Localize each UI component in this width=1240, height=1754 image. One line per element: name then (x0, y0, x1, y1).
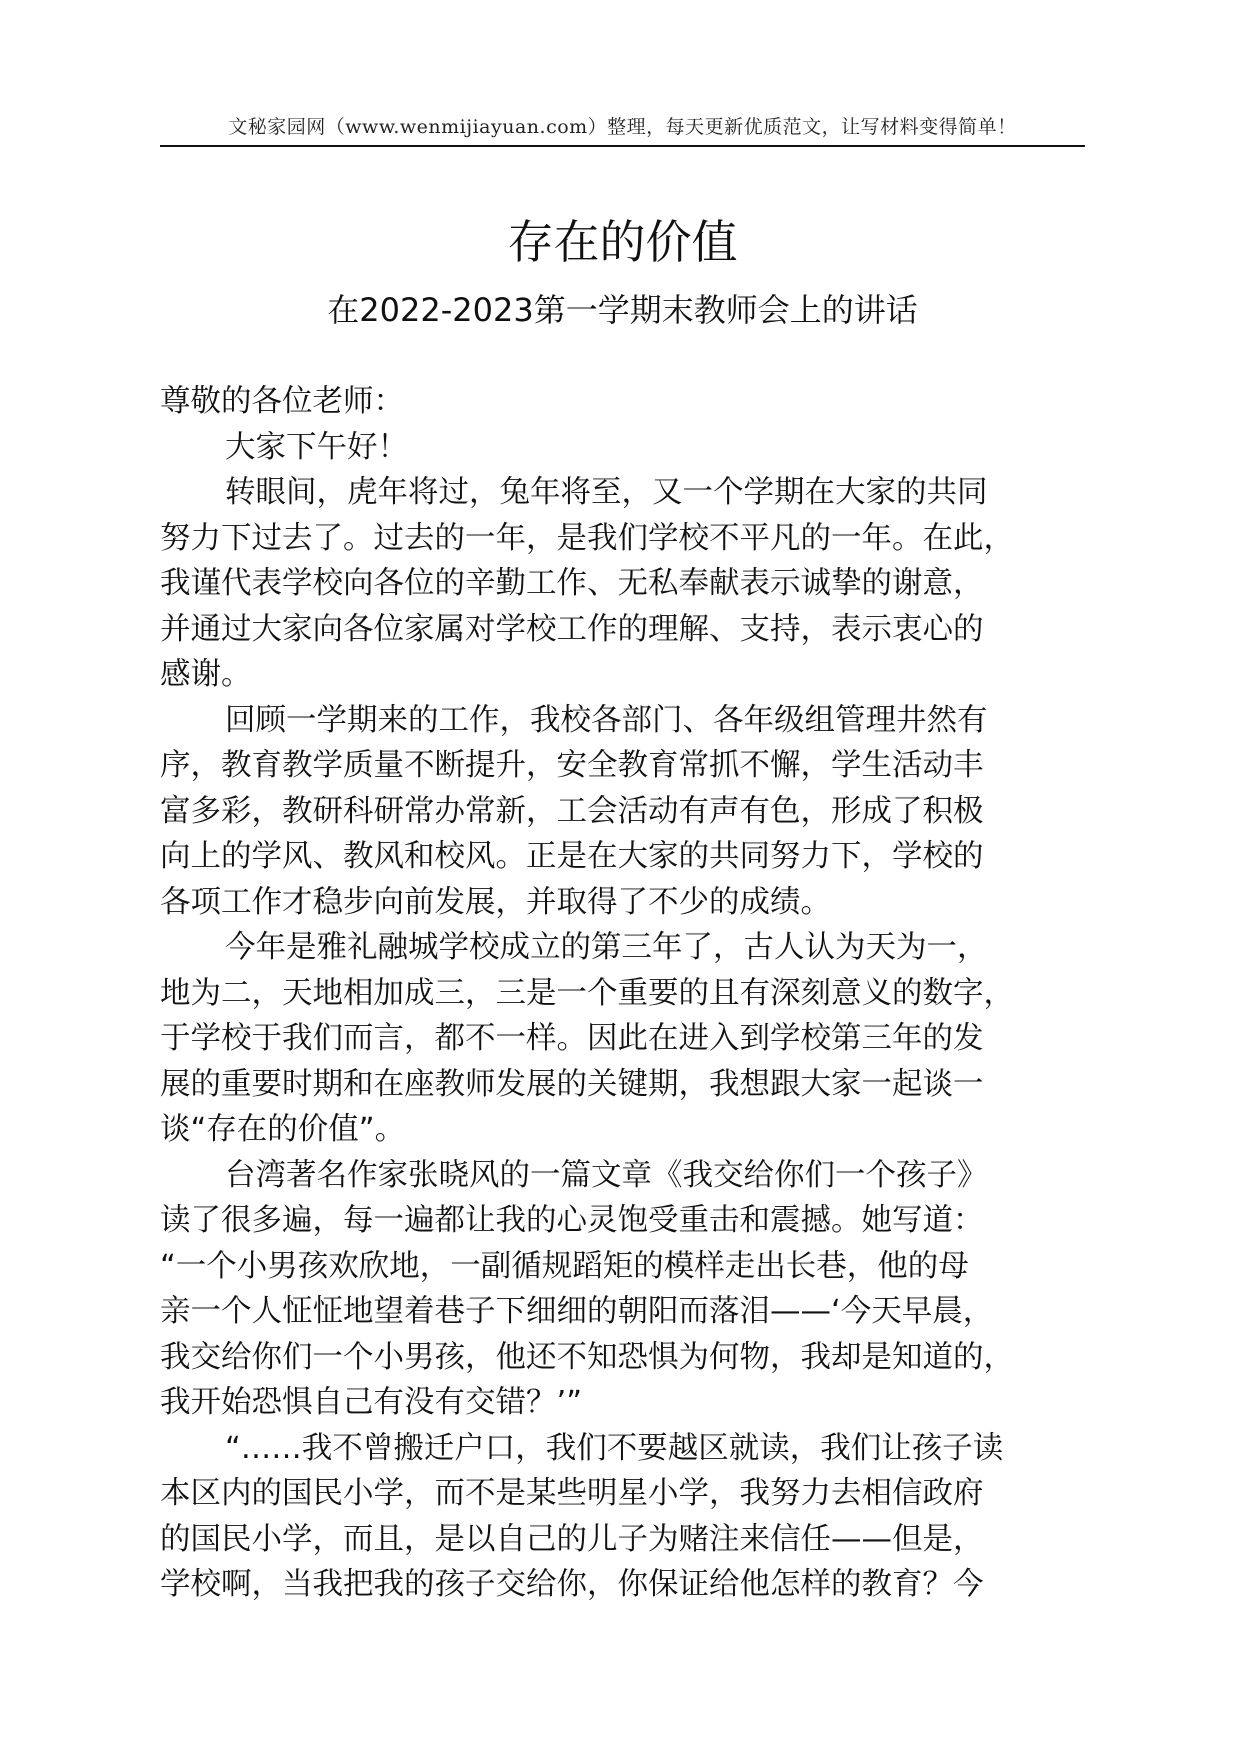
text-line: 本区内的国民小学，而不是某些明星小学，我努力去相信政府 (160, 1476, 984, 1511)
text-line: 各项工作才稳步向前发展，并取得了不少的成绩。 (160, 884, 831, 920)
text-line: 地为二，天地相加成三，三是一个重要的且有深刻意义的数字， (160, 975, 1014, 1011)
text-line: 读了很多遍，每一遍都让我的心灵饱受重击和震撼。她写道： (160, 1203, 984, 1238)
text-line: 谈“存在的价值”。 (160, 1112, 406, 1147)
text-line: 努力下过去了。过去的一年，是我们学校不平凡的一年。在此， (160, 520, 1014, 556)
text-line: 我开始恐惧自己有没有交错？’” (160, 1385, 582, 1420)
text-line: 的国民小学，而且，是以自己的儿子为赌注来信任——但是， (160, 1521, 984, 1557)
text-line: 于学校于我们而言，都不一样。因此在进入到学校第三年的发 (160, 1021, 984, 1056)
page-header: 文秘家园网（www.wenmijiayuan.com）整理，每天更新优质范文，让写材料变得简单！ (228, 116, 1017, 138)
text-line: 序，教育教学质量不断提升，安全教育常抓不懈，学生活动丰 (160, 748, 984, 783)
text-line: 富多彩，教研科研常办常新，工会活动有声有色，形成了积极 (160, 793, 984, 829)
document-subtitle: 在2022-2023第一学期末教师会上的讲话 (327, 291, 918, 329)
text-line: 我交给你们一个小男孩，他还不知恐惧为何物，我却是知道的， (160, 1339, 1014, 1375)
text-line: 大家下午好！ (225, 429, 408, 465)
text-line: 尊敬的各位老师： (160, 384, 404, 419)
text-line: 转眼间，虎年将过，兔年将至，又一个学期在大家的共同 (225, 475, 988, 510)
text-line: 今年是雅礼融城学校成立的第三年了，古人认为天为一， (225, 930, 988, 965)
text-line: 并通过大家向各位家属对学校工作的理解、支持，表示衷心的 (160, 611, 984, 647)
document-body (160, 379, 1085, 1608)
text-line: 向上的学风、教风和校风。正是在大家的共同努力下，学校的 (160, 839, 984, 874)
document-title: 存在的价值 (507, 215, 738, 269)
header-divider (160, 145, 1085, 147)
text-line: “一个小男孩欢欣地，一副循规蹈矩的模样走出长巷，他的母 (160, 1248, 969, 1284)
text-line: 亲一个人怔怔地望着巷子下细细的朝阳而落泪——‘今天早晨， (160, 1294, 994, 1329)
text-line: “……我不曾搬迁户口，我们不要越区就读，我们让孩子读 (225, 1430, 1004, 1466)
text-line: 学校啊，当我把我的孩子交给你，你保证给他怎样的教育？今 (160, 1567, 984, 1602)
text-line: 感谢。 (160, 657, 252, 692)
text-line: 回顾一学期来的工作，我校各部门、各年级组管理井然有 (225, 702, 988, 738)
text-line: 台湾著名作家张晓风的一篇文章《我交给你们一个孩子》 (225, 1157, 988, 1193)
text-line: 展的重要时期和在座教师发展的关键期，我想跟大家一起谈一 (160, 1066, 984, 1102)
text-line: 我谨代表学校向各位的辛勤工作、无私奉献表示诚挚的谢意， (160, 566, 984, 601)
